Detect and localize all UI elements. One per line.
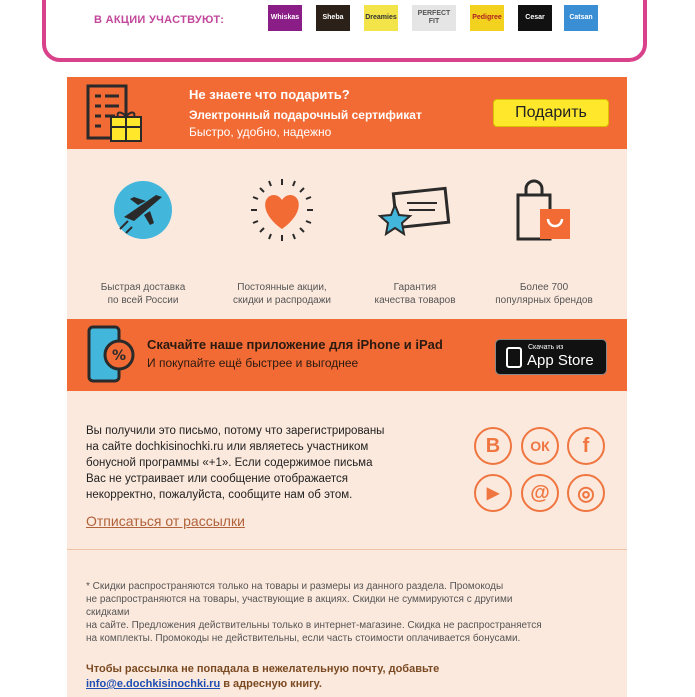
phone-icon (506, 347, 522, 368)
gift-certificate-banner[interactable] (67, 77, 627, 149)
feature-quality-caption: Гарантия качества товаров (374, 282, 456, 306)
brand-logo-pedigree[interactable]: Pedigree (470, 5, 504, 31)
star-certificate-icon (377, 185, 453, 243)
airplane-icon (110, 177, 176, 243)
spam-note-text: Чтобы рассылка не попадала в нежелательную почту, добавьте (86, 663, 440, 675)
app-banner-title: Скачайте наше приложение для iPhone и iPad (147, 337, 443, 352)
odnoklassniki-icon[interactable]: ОК (521, 427, 559, 465)
promo-label: В АКЦИИ УЧАСТВУЮТ: (94, 14, 225, 26)
brand-logo-perfect-fit[interactable]: PERFECT FIT (412, 5, 456, 31)
heart-icon (249, 177, 315, 243)
feature-delivery-caption: Быстрая доставка по всей России (100, 282, 186, 306)
subscription-notice: Вы получили это письмо, потому что зарегистрированы на сайте dochkisinochki.ru или являетесь участником бонусной программы «+1». Если содержимое письма Вас не устраивает или сообщение отображается некорректно, пожалуйста, сообщите нам об этом. (86, 425, 385, 501)
unsubscribe-link[interactable]: Отписаться от рассылки (86, 513, 245, 529)
instagram-icon[interactable]: ◎ (567, 474, 605, 512)
gift-certificate-icon (85, 83, 145, 145)
spam-note (86, 662, 606, 692)
sender-email-link[interactable]: info@e.dochkisinochki.ru (86, 678, 221, 690)
gift-banner-subtitle: Электронный подарочный сертификат (189, 108, 422, 122)
spam-note-tail: в адресную книгу. (220, 678, 322, 690)
gift-banner-title: Не знаете что подарить? (189, 87, 350, 102)
app-banner-subtitle: И покупайте ещё быстрее и выгоднее (147, 356, 359, 370)
shopping-bag-icon (512, 179, 576, 245)
footer-divider (67, 549, 627, 550)
brand-logo-whiskas[interactable]: Whiskas (268, 5, 302, 31)
app-store-button[interactable] (495, 339, 607, 375)
promo-box (42, 0, 647, 62)
email-body (67, 77, 627, 697)
app-store-small-label: Скачать из (528, 344, 564, 351)
feature-brands-caption: Более 700 популярных брендов (495, 282, 593, 306)
brand-logo-cesar[interactable]: Cesar (518, 5, 552, 31)
brand-logo-sheba[interactable]: Sheba (316, 5, 350, 31)
vk-icon[interactable]: В (474, 427, 512, 465)
app-store-label: App Store (527, 352, 594, 369)
disclaimer-text: * Скидки распространяются только на товары и размеры из данного раздела. Промокоды не распространяются на товары, участвующие в акциях. Скидки не суммируются с другими скидками на сайте. Предложения действительны только в интернет-магазине. Скидка не распространяется на комплекты. Промокоды не действительны, если часть стоимости оплачивается бонусами. (86, 581, 542, 644)
video-icon[interactable]: ▶ (474, 474, 512, 512)
app-download-banner (67, 319, 627, 391)
phone-discount-icon (85, 323, 135, 385)
email-icon[interactable]: @ (521, 474, 559, 512)
gift-banner-tagline: Быстро, удобно, надежно (189, 125, 332, 139)
feature-promotions-caption: Постоянные акции, скидки и распродажи (232, 282, 331, 306)
brand-logo-catsan[interactable]: Catsan (564, 5, 598, 31)
facebook-icon[interactable]: f (567, 427, 605, 465)
brand-logo-dreamies[interactable]: Dreamies (364, 5, 398, 31)
svg-text:%: % (111, 348, 127, 364)
gift-button[interactable]: Подарить (493, 99, 609, 127)
